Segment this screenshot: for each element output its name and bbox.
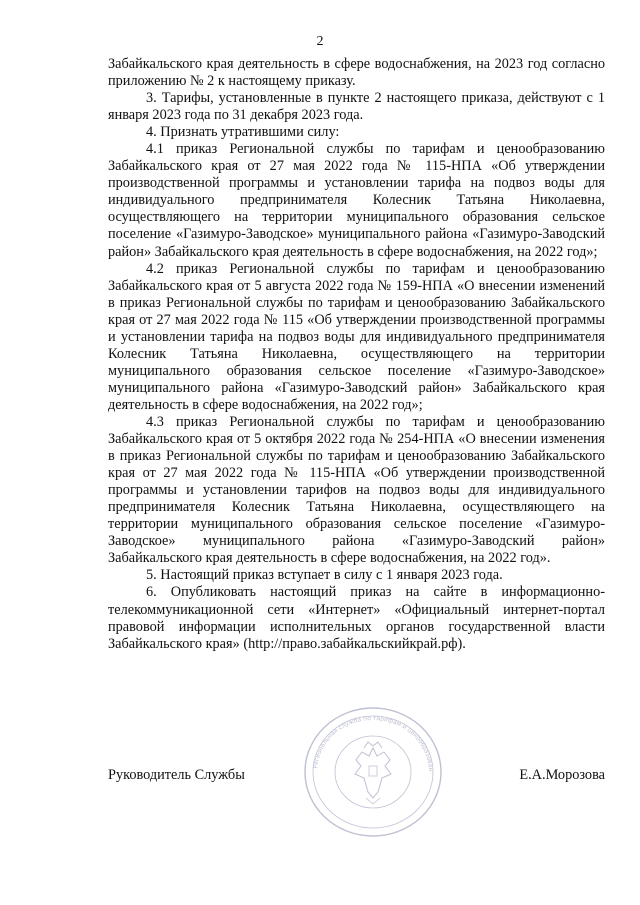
paragraph-item-4-3: 4.3 приказ Региональной службы по тарифам и ценообразованию Забайкальского края от 5 октября 2022 года № 254-НПА «О внесении изменения в приказ Региональной службы по тарифам и ценообразованию Забайкальского края от 27 мая 2022 года № 115-НПА «Об утверждении производственной программы и установлении тарифов на подвоз воды для индивидуального предпринимателя Колесник Татьяна Николаевна, осуществляющего на территории муниципального образования сельское поселение «Газимуро-Заводское» муниципального района «Газимуро-Заводский район» Забайкальского края деятельность в сфере водоснабжения, на 2022 год». [108, 413, 605, 567]
paragraph-item-4-2: 4.2 приказ Региональной службы по тарифам и ценообразованию Забайкальского края от 5 августа 2022 года № 159-НПА «О внесении изменений в приказ Региональной службы по тарифам и ценообразованию Забайкальского края от 27 мая 2022 года № 115 «Об утверждении производственной программы и установлении тарифа на подвоз воды для индивидуального предпринимателя Колесник Татьяна Николаевна, осуществляющего на территории муниципального образования сельское поселение «Газимуро-Заводское» муниципального района «Газимуро-Заводский район» Забайкальского края деятельность в сфере водоснабжения, на 2022 год»; [108, 260, 605, 413]
paragraph-continuation: Забайкальского края деятельность в сфере водоснабжения, на 2023 год согласно приложению № 2 к настоящему приказу. [108, 56, 605, 90]
page-number: 2 [316, 34, 324, 49]
signatory-name: Е.А.Морозова [519, 767, 605, 783]
paragraph-item-6: 6. Опубликовать настоящий приказ на сайте в информационно-телекоммуникационной сети «Интернет» «Официальный интернет-портал правовой информации исполнительных органов государственной власти Забайкальского края» (http://право.забайкальскийкрай.рф). [108, 584, 605, 652]
paragraph-item-3: 3. Тарифы, установленные в пункте 2 настоящего приказа, действуют с 1 января 2023 года по 31 декабря 2023 года. [108, 90, 605, 124]
paragraph-item-4-1: 4.1 приказ Региональной службы по тарифам и ценообразованию Забайкальского края от 27 мая 2022 года № 115-НПА «Об утверждении производственной программы и установлении тарифа на подвоз воды для индивидуального предпринимателя Колесник Татьяна Николаевна, осуществляющего на территории муниципального образования сельское поселение «Газимуро-Заводское» муниципального района «Газимуро-Заводский район» Забайкальского края деятельность в сфере водоснабжения, на 2022 год»; [108, 141, 605, 260]
seal-caption: Региональная служба по тарифам и ценообразован [312, 714, 435, 772]
paragraph-item-5: 5. Настоящий приказ вступает в силу с 1 января 2023 года. [146, 567, 503, 584]
document-body [108, 56, 605, 653]
paragraph-item-4: 4. Признать утратившими силу: [146, 124, 340, 141]
signatory-position: Руководитель Службы [108, 767, 245, 783]
signature-line [108, 767, 605, 784]
